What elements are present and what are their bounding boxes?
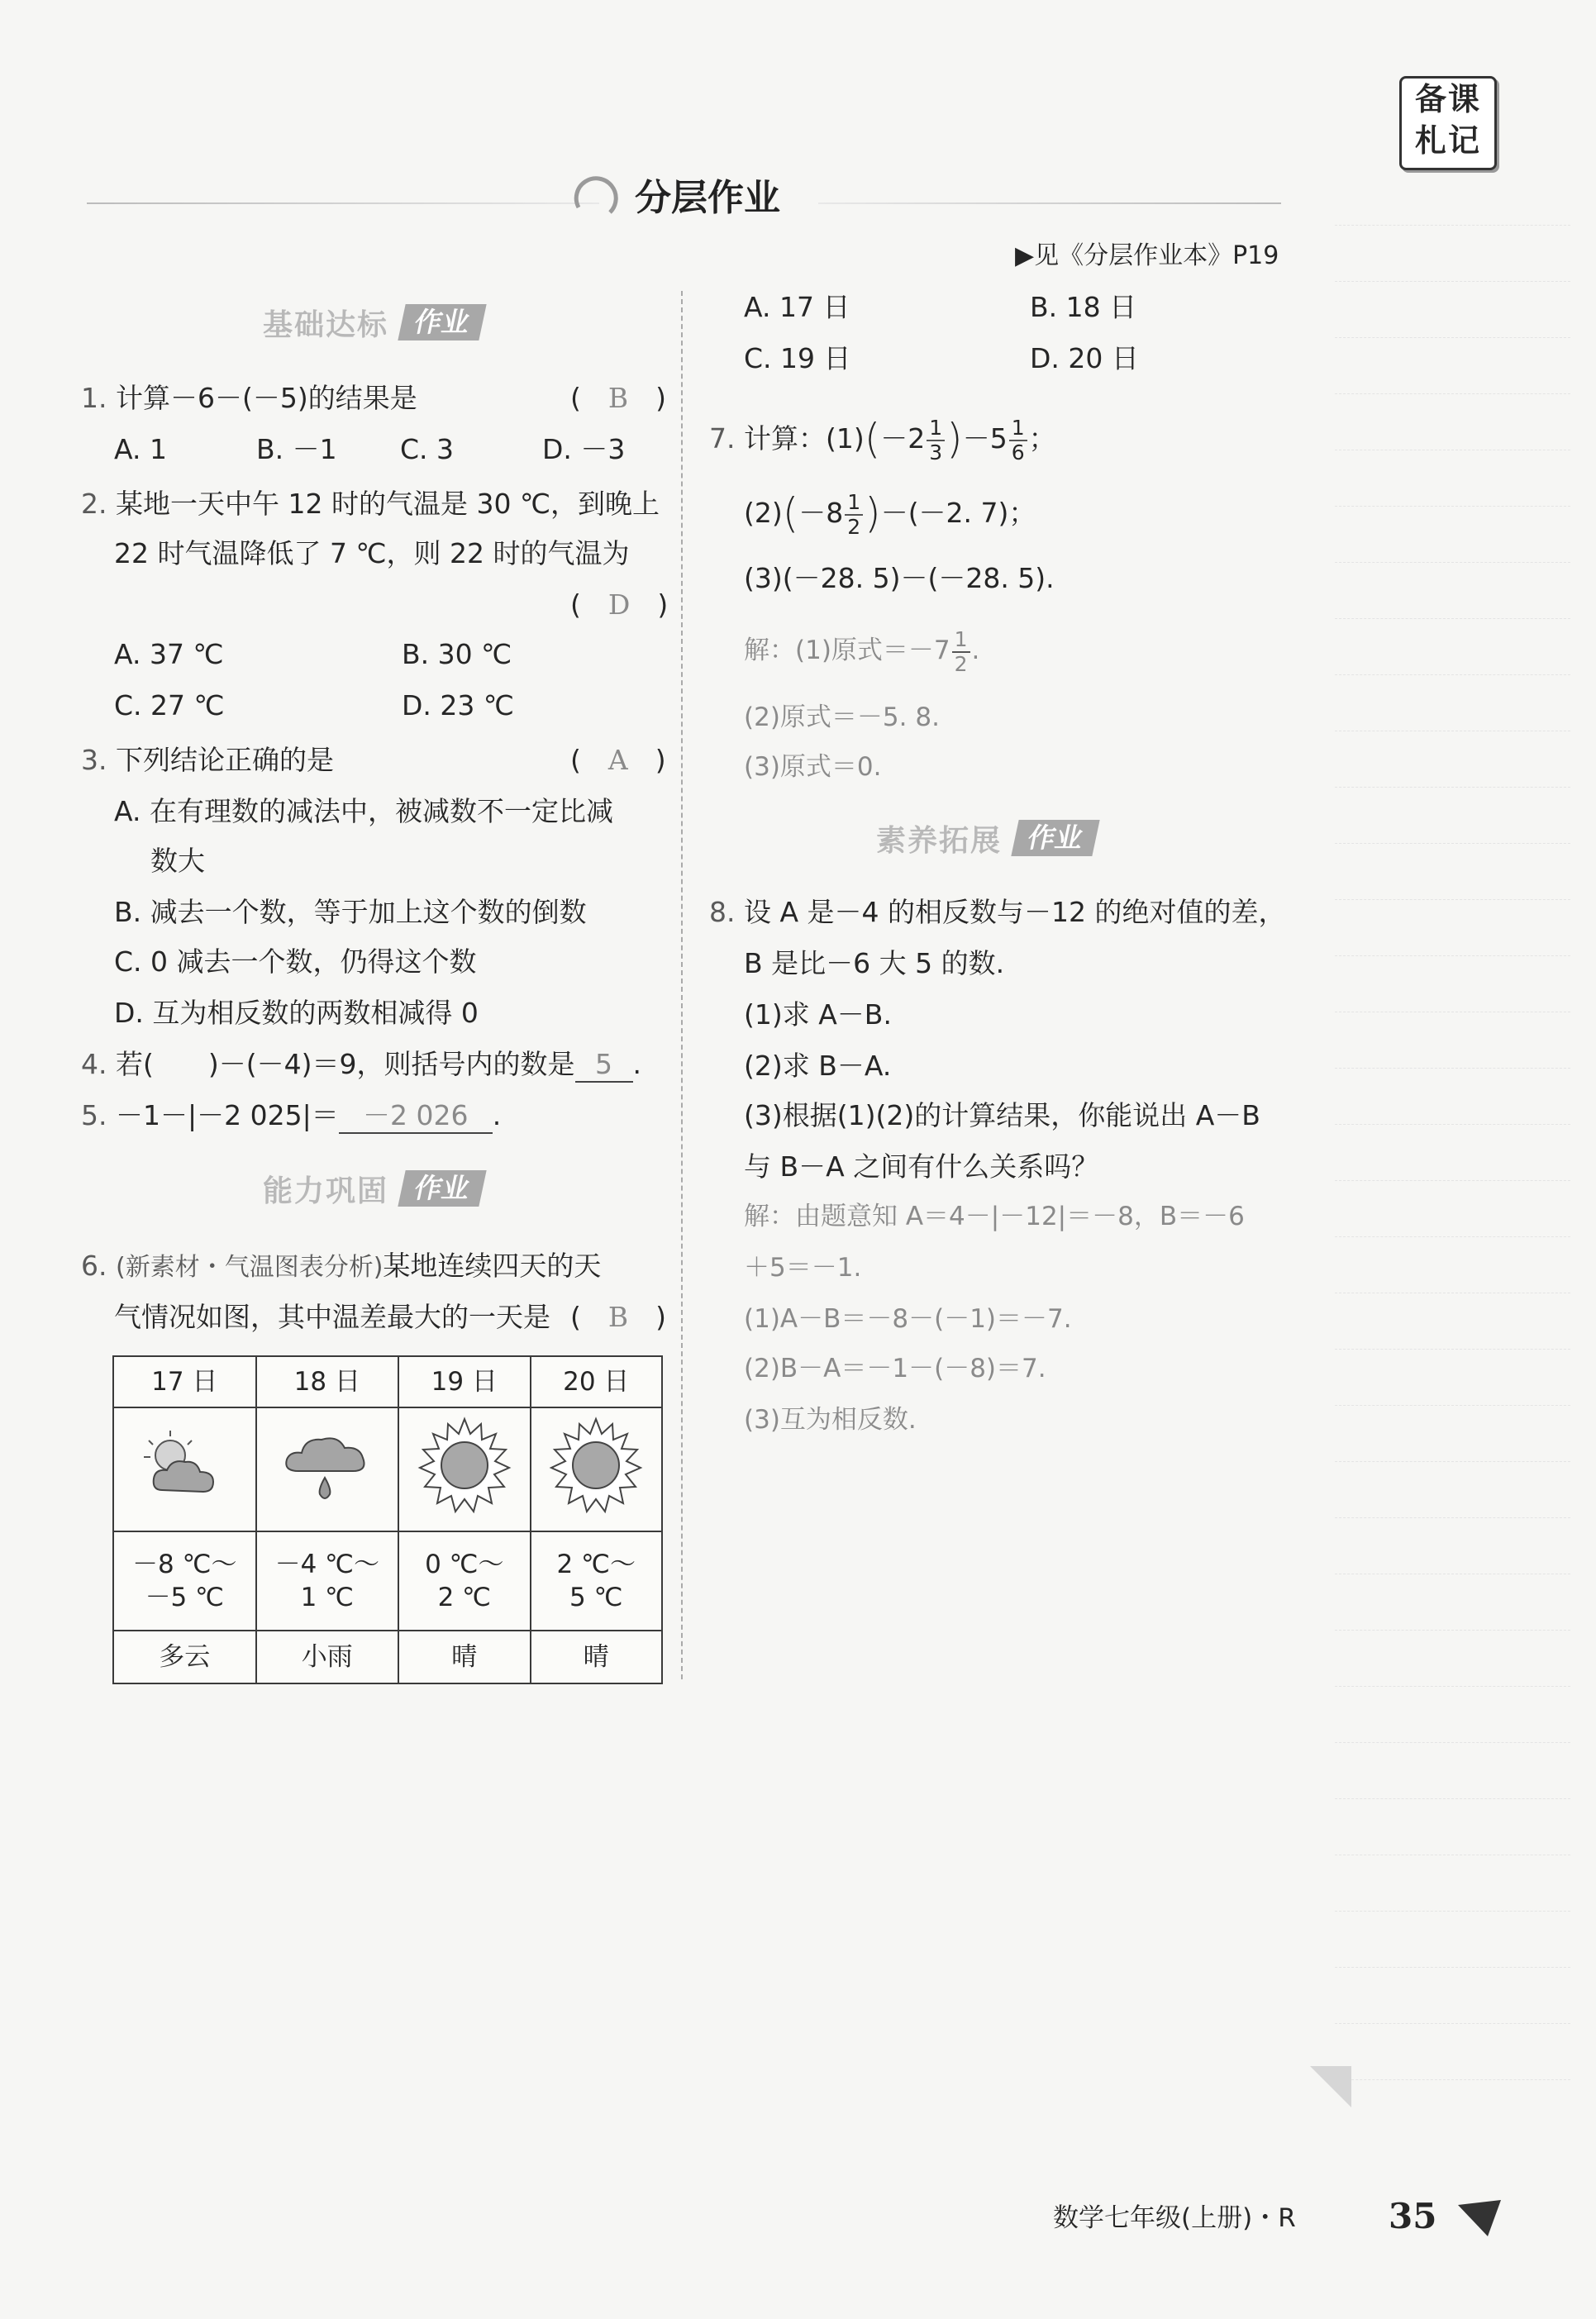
section-extend-title: 素养拓展 [876, 823, 1003, 858]
badge-line1: 备课 [1414, 81, 1481, 117]
q1-option-a: A. 1 [114, 433, 167, 465]
q8-line2: B 是比－6 大 5 的数. [744, 947, 1005, 979]
section-ability-header [263, 1169, 483, 1208]
page-title: 分层作业 [635, 177, 780, 219]
section-extend-header [876, 818, 1096, 858]
badge-line2: 札记 [1414, 122, 1481, 159]
icon-cell [398, 1407, 530, 1531]
sun-icon [546, 1416, 646, 1515]
q2-line2: 22 时气温降低了 7 ℃，则 22 时的气温为 [114, 537, 630, 569]
temp-cell: 0 ℃～ 2 ℃ [398, 1531, 530, 1631]
weather-table [112, 1355, 663, 1684]
section-basic-title: 基础达标 [263, 307, 389, 342]
q1-stem: 计算－6－(－5)的结果是 [116, 382, 417, 414]
q1-option-b: B. －1 [256, 433, 337, 465]
section-basic-header [263, 302, 483, 342]
q2-answer: ( D ) [570, 588, 669, 621]
q3-answer: ( A ) [570, 744, 666, 776]
q4-answer-blank: 5 [575, 1048, 633, 1083]
q1-option-c: C. 3 [400, 433, 455, 465]
swirl-icon [570, 169, 622, 221]
q1-number: 1. [81, 382, 107, 414]
q1-answer: ( B ) [570, 382, 667, 414]
q7-solution-1: 解：(1)原式＝－7 $\frac{1}{2}$ . [744, 626, 980, 676]
play-icon: ▶ [1015, 241, 1035, 270]
q2-option-b: B. 30 ℃ [402, 638, 512, 670]
q6-option-c: C. 19 日 [744, 342, 851, 374]
q2-option-c: C. 27 ℃ [114, 689, 225, 721]
q2-line1: 某地一天中午 12 时的气温是 30 ℃，到晚上 [116, 488, 660, 520]
q6-answer: ( B ) [570, 1301, 667, 1333]
desc-cell: 晴 [531, 1631, 662, 1683]
q3-option-a-line1: A. 在有理数的减法中，被减数不一定比减 [114, 795, 613, 827]
q3-option-c: C. 0 减去一个数，仍得这个数 [114, 945, 477, 978]
q6-option-b: B. 18 日 [1030, 291, 1137, 323]
column-divider [681, 291, 683, 1679]
question-4: 4. 若( )－(－4)＝9，则括号内的数是 5 . [81, 1048, 641, 1083]
q8-part-3-line2: 与 B－A 之间有什么关系吗？ [744, 1150, 1099, 1183]
question-7-part-2: (2)(－8 $\frac{1}{2}$ )－(－2. 7)； [744, 489, 1036, 539]
corner-arrow-icon [1455, 2192, 1504, 2241]
question-7-part-3: (3)(－28. 5)－(－28. 5). [744, 562, 1055, 594]
q7-solution-2: (2)原式＝－5. 8. [744, 702, 940, 732]
page-number: 35 [1389, 2196, 1437, 2236]
temp-cell: －8 ℃～ －5 ℃ [113, 1531, 256, 1631]
icon-cell [256, 1407, 399, 1531]
q8-solution-line: 解：由题意知 A＝4－|－12|＝－8，B＝－6 [744, 1202, 1245, 1231]
q8-part-2: (2)求 B－A. [744, 1050, 892, 1082]
temp-cell: －4 ℃～ 1 ℃ [256, 1531, 399, 1631]
corner-fold-icon [1310, 2066, 1351, 2107]
q2-option-d: D. 23 ℃ [402, 689, 514, 721]
q2-option-a: A. 37 ℃ [114, 638, 224, 670]
q3-option-a-line2: 数大 [150, 845, 205, 877]
book-title: 数学七年级(上册)・R [1053, 2203, 1296, 2233]
q3-option-d: D. 互为相反数的两数相减得 0 [114, 997, 479, 1029]
question-3: 3. 下列结论正确的是 [81, 744, 334, 776]
question-2: 2. 某地一天中午 12 时的气温是 30 ℃，到晚上 [81, 488, 660, 520]
q7-solution-3: (3)原式＝0. [744, 752, 882, 782]
q1-option-d: D. －3 [542, 433, 626, 465]
partly-cloudy-icon [131, 1424, 238, 1507]
notes-badge [1399, 76, 1497, 170]
icon-cell [113, 1407, 256, 1531]
q8-part-3-line1: (3)根据(1)(2)的计算结果，你能说出 A－B [744, 1099, 1260, 1131]
date-cell: 20 日 [531, 1356, 662, 1407]
q8-solution-line: ＋5＝－1. [744, 1253, 862, 1283]
q8-part-1: (1)求 A－B. [744, 998, 892, 1031]
q6-note: (新素材・气温图表分析) [116, 1253, 384, 1282]
rain-icon [274, 1420, 381, 1511]
question-7-part-1: 7. 计算：(1)(－2 $\frac{1}{3}$ )－5 $\frac{1}{6}$ ； [709, 415, 1056, 464]
q5-stem: －1－|－2 025|＝ [116, 1099, 339, 1131]
weather-desc-row [113, 1631, 662, 1683]
reference-link[interactable] [1015, 240, 1279, 273]
q3-stem: 下列结论正确的是 [116, 744, 334, 776]
weather-icons-row [113, 1407, 662, 1531]
section-basic-tag: 作业 [398, 304, 486, 340]
q5-answer-blank: －2 026 [339, 1099, 493, 1134]
question-5: 5. －1－|－2 025|＝ －2 026 . [81, 1099, 501, 1134]
desc-cell: 小雨 [256, 1631, 399, 1683]
q8-solution-line: (3)互为相反数. [744, 1405, 917, 1435]
weather-dates-row [113, 1356, 662, 1407]
icon-cell [531, 1407, 662, 1531]
question-8: 8. 设 A 是－4 的相反数与－12 的绝对值的差， [709, 896, 1286, 928]
q8-solution-line: (2)B－A＝－1－(－8)＝7. [744, 1354, 1046, 1383]
q6-line1: 某地连续四天的天 [383, 1250, 602, 1282]
q6-option-a: A. 17 日 [744, 291, 850, 323]
q8-solution-line: (1)A－B＝－8－(－1)＝－7. [744, 1304, 1072, 1334]
desc-cell: 多云 [113, 1631, 256, 1683]
date-cell: 19 日 [398, 1356, 530, 1407]
date-cell: 17 日 [113, 1356, 256, 1407]
desc-cell: 晴 [398, 1631, 530, 1683]
header-rule-right [818, 202, 1281, 204]
q4-stem: 若( )－(－4)＝9，则括号内的数是 [116, 1048, 575, 1080]
weather-temps-row [113, 1531, 662, 1631]
q8-line1: 设 A 是－4 的相反数与－12 的绝对值的差， [744, 896, 1286, 928]
section-extend-tag: 作业 [1011, 820, 1099, 856]
q3-option-b: B. 减去一个数，等于加上这个数的倒数 [114, 896, 587, 928]
question-6: 6. (新素材・气温图表分析)某地连续四天的天 [81, 1250, 602, 1282]
sun-icon [415, 1416, 514, 1515]
header-rule-left [87, 202, 599, 204]
section-ability-title: 能力巩固 [263, 1174, 389, 1208]
reference-text: 见《分层作业本》P19 [1034, 241, 1279, 270]
date-cell: 18 日 [256, 1356, 399, 1407]
q6-line2: 气情况如图，其中温差最大的一天是 [114, 1301, 550, 1333]
temp-cell: 2 ℃～ 5 ℃ [531, 1531, 662, 1631]
section-ability-tag: 作业 [398, 1170, 486, 1207]
question-1 [81, 382, 417, 415]
q6-option-d: D. 20 日 [1030, 342, 1139, 374]
